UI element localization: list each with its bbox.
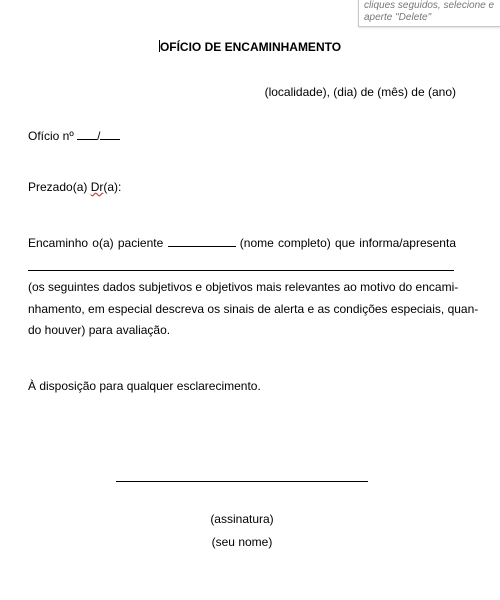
- oficio-number-blank: [77, 129, 97, 140]
- oficio-number-line: [28, 129, 120, 143]
- body-line-3: nhamento, em especial descreva os sinais de alerta e as condições especiais, quan-: [28, 302, 479, 316]
- tooltip-note: [358, 0, 500, 27]
- document-title: [0, 40, 500, 54]
- body-text: (nome completo) que informa/apresenta: [239, 236, 456, 250]
- salutation-suffix: (a):: [103, 180, 122, 194]
- body-text: Encaminho o(a) paciente: [28, 236, 168, 250]
- salutation-title: Dr: [90, 180, 104, 194]
- salutation: [28, 180, 121, 194]
- tooltip-line: cliques seguidos, selecione e: [364, 0, 495, 11]
- name-label: (seu nome): [211, 535, 273, 549]
- signature-line: [116, 481, 368, 482]
- oficio-year-blank: [100, 129, 120, 140]
- fill-line: [28, 270, 454, 271]
- closing-text: À disposição para qualquer esclarecimento.: [28, 379, 261, 393]
- body-line-4: do houver) para avaliação.: [28, 323, 171, 337]
- tooltip-line: aperte "Delete": [364, 12, 432, 23]
- body-line-1: [28, 236, 456, 250]
- signature-label: (assinatura): [210, 512, 274, 526]
- salutation-prefix: Prezado(a): [28, 180, 91, 194]
- patient-name-blank: [168, 236, 236, 247]
- oficio-separator: /: [97, 129, 101, 143]
- title-text: OFÍCIO DE ENCAMINHAMENTO: [159, 40, 342, 54]
- place-date: (localidade), (dia) de (mês) de (ano): [264, 85, 456, 99]
- body-line-2: (os seguintes dados subjetivos e objetivos mais relevantes ao motivo do encami-: [28, 280, 459, 294]
- oficio-label: Ofício nº: [28, 129, 78, 143]
